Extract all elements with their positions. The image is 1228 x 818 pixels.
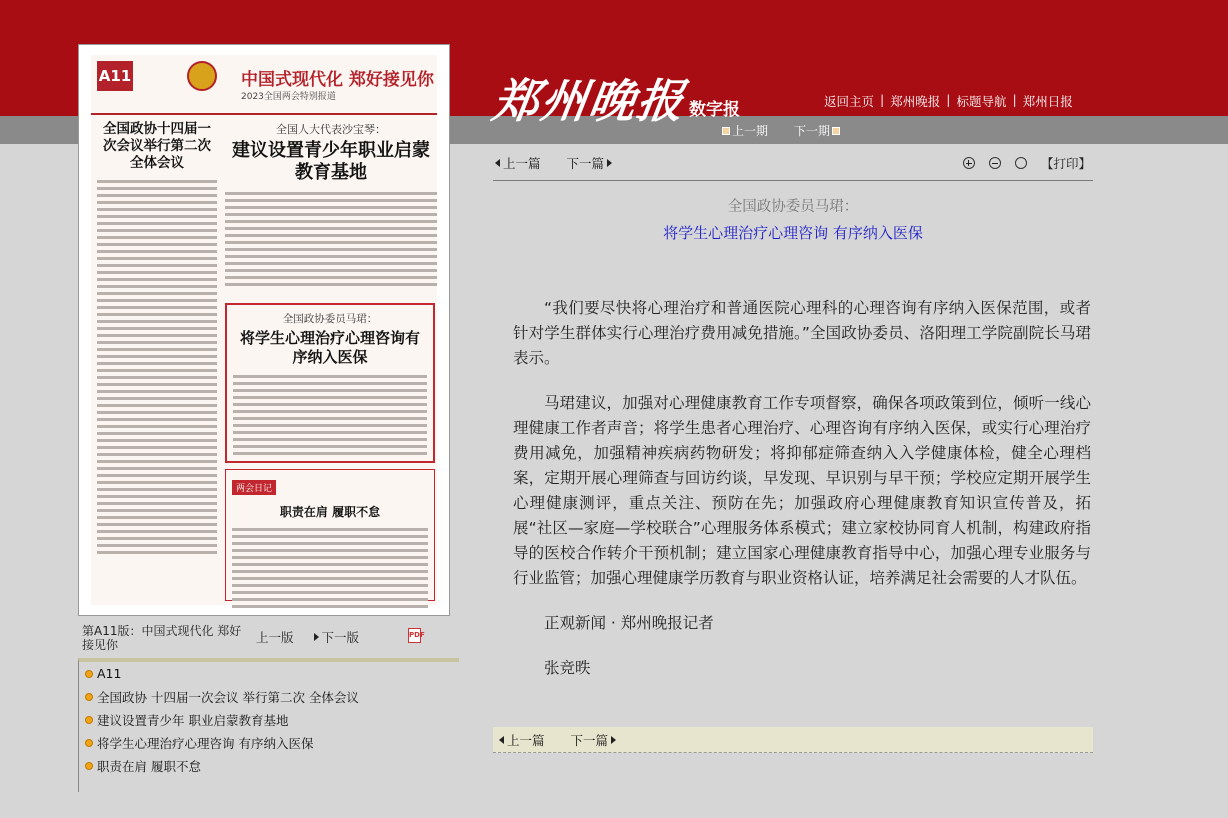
highlighted-story-subtitle: 全国政协委员马珺： [282,313,378,325]
page-masthead [91,55,437,115]
article-bottom-nav [493,727,1093,753]
triangle-right-icon [607,159,612,167]
article-author: 张竞昳 [544,659,591,677]
article-list [78,658,459,792]
triangle-left-icon [495,159,500,167]
list-item-label: 将学生心理治疗心理咨询 有序纳入医保 [97,735,314,751]
nav-zzrb-link[interactable]: 郑州日报 [1022,94,1073,109]
list-item[interactable] [79,708,459,731]
nav-titles-link[interactable]: 标题导航 [956,94,1007,109]
lead-story-region[interactable] [97,121,217,601]
bullet-icon [85,716,93,724]
nav-home-link[interactable]: 返回主页 [824,94,875,109]
site-logo[interactable] [489,62,740,128]
bullet-icon [85,739,93,747]
prev-page-label: 上一版 [256,630,294,645]
next-article-label: 下一篇 [570,733,609,748]
print-button[interactable]: 【打印】 [1040,156,1091,171]
second-story-region[interactable] [225,121,437,290]
triangle-right-icon [611,736,616,744]
logo-subtext: 数字报 [689,100,740,120]
masthead-title: 中国式现代化 郑好接见你 [241,70,434,90]
next-issue-link[interactable] [794,122,840,139]
next-article-label: 下一篇 [566,156,605,171]
prev-issue-label: 上一期 [732,124,769,138]
top-navigation [818,92,1079,110]
square-icon [722,127,730,135]
article-source: 正观新闻 · 郑州晚报记者 [544,614,714,632]
bullet-icon [85,693,93,701]
next-page-label: 下一版 [321,630,360,645]
text-lines [232,528,428,608]
article-body [513,296,1091,701]
triangle-right-icon [314,633,319,641]
list-item-label: 职责在肩 履职不怠 [97,758,201,774]
pdf-icon[interactable]: PDF [408,628,421,643]
list-item[interactable] [79,754,459,777]
article-nav [499,731,616,749]
issue-navigation [722,122,840,139]
page-navigation [256,628,359,646]
nav-separator: | [880,92,885,107]
next-page-link[interactable] [314,628,360,646]
second-story-subtitle: 全国人大代表沙宝琴： [276,123,386,136]
list-item-label: 建议设置青少年 职业启蒙教育基地 [97,712,289,728]
reset-size-icon[interactable] [1015,157,1027,169]
masthead-subtitle: 2023全国两会特别报道 [241,92,336,102]
page-number-badge: A11 [97,61,133,91]
zoom-out-icon[interactable] [989,157,1001,169]
highlighted-story-headline: 将学生心理治疗心理咨询有序纳入医保 [239,329,420,366]
list-item[interactable] [79,731,459,754]
nav-zzwb-link[interactable]: 郑州晚报 [890,94,941,109]
prev-article-label: 上一篇 [503,156,541,171]
list-item-label: 全国政协 十四届一次会议 举行第二次 全体会议 [97,689,359,705]
text-lines [225,192,437,286]
article-paragraph: 马珺建议，加强对心理健康教育工作专项督察，确保各项政策到位，倾听一线心理健康工作者声音；将学生患者心理治疗、心理咨询有序纳入医保，或实行心理治疗费用减免，加强精神疾病药物研发；将抑郁症筛查纳入入学健康体检，健全心理档案，定期开展心理筛查与回访约谈，早发现、早识别与早干预；学校应定期开展学生心理健康测评，重点关注、预防在先；加强政府心理健康教育知识宣传普及，拓展“社区—家庭—学校联合”心理服务体系模式；建立家校协同育人机制，构建政府指导的医校合作转介干预机制；建立国家心理健康教育指导中心，加强心理专业服务与行业监管；加强心理健康学历教育与职业资格认证，培养满足社会需要的人才队伍。 [513,394,1091,587]
article-title: 将学生心理治疗心理咨询 有序纳入医保 [663,224,923,242]
second-story-headline: 建议设置青少年职业启蒙教育基地 [232,140,430,183]
article-nav [495,154,612,172]
text-lines [97,180,217,554]
prev-article-label: 上一篇 [507,733,545,748]
triangle-left-icon [499,736,504,744]
text-lines [233,375,427,455]
nav-separator: | [946,92,951,107]
newspaper-page-content [91,55,437,605]
prev-issue-link[interactable] [722,122,768,139]
diary-story-region[interactable] [225,469,435,601]
zoom-in-icon[interactable] [963,157,975,169]
prev-page-link[interactable] [256,628,294,646]
next-article-link[interactable] [571,731,617,749]
prev-article-link[interactable] [499,731,545,749]
diary-headline: 职责在肩 履职不怠 [279,505,381,519]
article-paragraph: “我们要尽快将心理治疗和普通医院心理科的心理咨询有序纳入医保范围，或者针对学生群体实行心理治疗费用减免措施。”全国政协委员、洛阳理工学院副院长马珺表示。 [513,299,1091,367]
emblem-icon [187,61,217,91]
list-item[interactable] [79,662,459,685]
bullet-icon [85,670,93,678]
bullet-icon [85,762,93,770]
prev-article-link[interactable] [495,154,541,172]
next-issue-label: 下一期 [794,124,831,138]
article-toolbar [493,152,1093,181]
page-caption: 第A11版：中国式现代化 郑好接见你 [82,624,242,652]
list-item[interactable] [79,685,459,708]
list-item-label: A11 [97,666,122,681]
newspaper-page-image[interactable] [78,44,450,616]
article-subtitle: 全国政协委员马珺： [727,199,859,215]
highlighted-story-region[interactable] [225,303,435,463]
lead-headline: 全国政协十四届一次会议举行第二次全体会议 [103,121,211,171]
next-article-link[interactable] [567,154,613,172]
logo-text: 郑州晚报 [489,74,689,128]
diary-tag: 两会日记 [232,480,276,495]
article-tools [963,154,1091,172]
square-icon [832,127,840,135]
nav-separator: | [1012,92,1017,107]
